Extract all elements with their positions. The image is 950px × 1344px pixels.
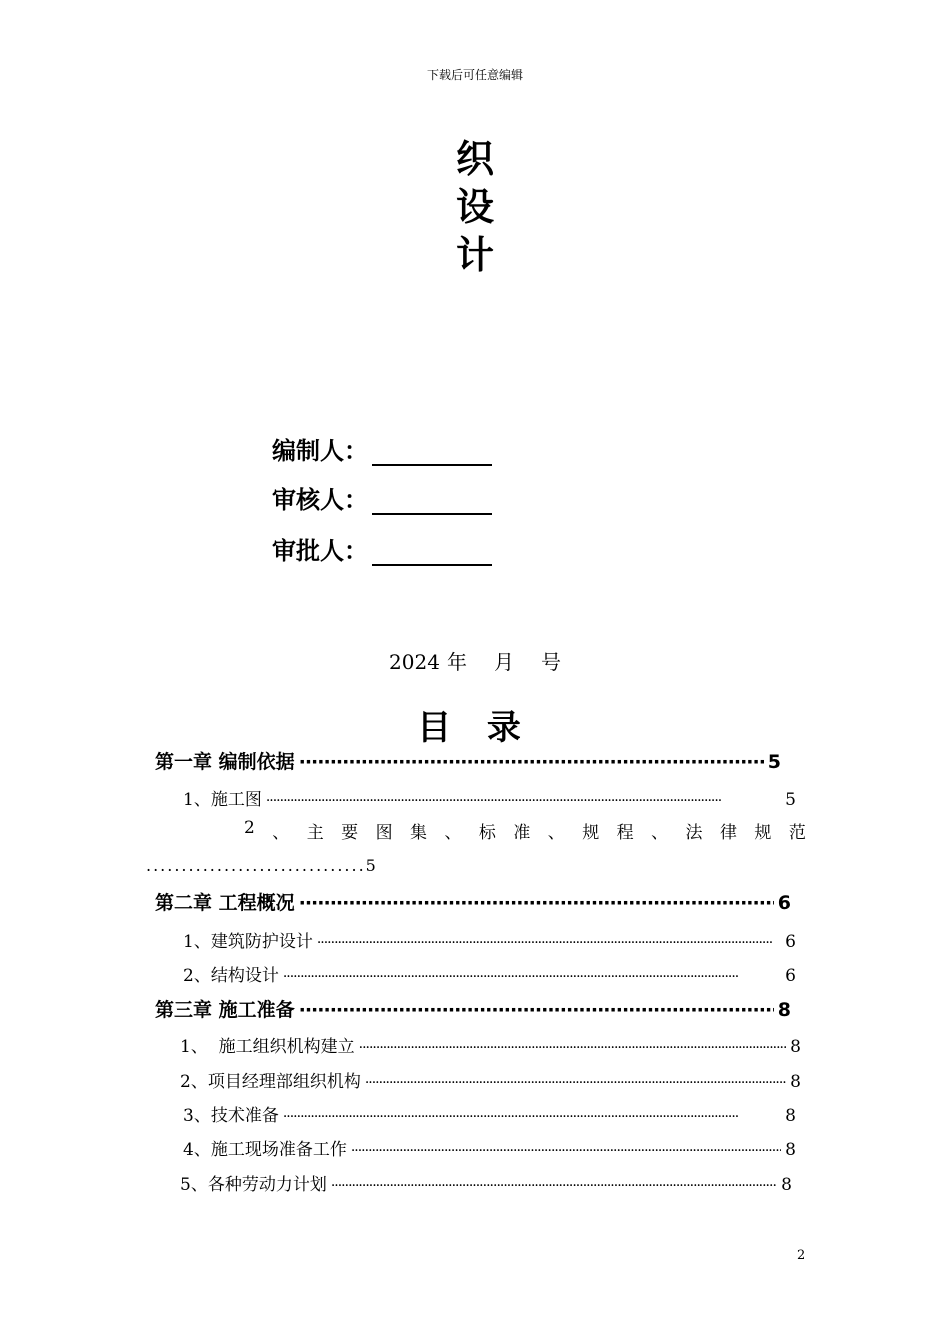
toc-page: 6 (785, 932, 796, 952)
toc-char: 、 (547, 823, 565, 843)
signature-reviewer (272, 481, 492, 515)
toc-leader-dots (299, 892, 774, 914)
toc-leader-dots (283, 969, 781, 985)
toc-char: 范 (788, 823, 806, 843)
toc-page: 8 (781, 1175, 792, 1195)
toc-chapter-3[interactable] (155, 995, 791, 1022)
toc-label: 1、施工图 (183, 790, 262, 810)
toc-item[interactable] (183, 785, 796, 810)
signature-blank (372, 485, 492, 515)
toc-char: 2 (244, 818, 255, 838)
signature-label: 审核人： (272, 486, 368, 514)
toc-page: 8 (790, 1037, 801, 1057)
toc-leader-dots (359, 1040, 787, 1056)
toc-chapter-1[interactable] (155, 747, 781, 774)
signature-blank (372, 436, 492, 466)
header-note: 下载后可任意编辑 (426, 68, 523, 82)
toc-page: 6 (785, 966, 796, 986)
date-year: 2024 (389, 650, 440, 674)
toc-item-spread[interactable] (244, 818, 806, 843)
toc-page: 5 (365, 856, 378, 875)
toc-page: 6 (777, 892, 791, 914)
toc-char: 要 (341, 823, 359, 843)
toc-char: 、 (651, 823, 669, 843)
signature-approver (272, 532, 492, 566)
toc-char: 规 (582, 823, 600, 843)
toc-item-continuation[interactable] (146, 856, 378, 875)
toc-label: 1、 施工组织机构建立 (180, 1037, 355, 1057)
toc-page: 8 (785, 1140, 796, 1160)
toc-leader-dots (283, 1109, 781, 1125)
toc-leader-dots (299, 751, 764, 773)
toc-page: 5 (785, 790, 796, 810)
title-char-2: 设 (455, 185, 494, 229)
toc-chapter-2[interactable] (155, 888, 791, 915)
toc-char: 集 (410, 823, 428, 843)
toc-page: 8 (785, 1106, 796, 1126)
toc-label: 4、施工现场准备工作 (183, 1140, 347, 1160)
toc-label: 3、技术准备 (183, 1106, 279, 1126)
toc-label: 1、建筑防护设计 (183, 932, 313, 952)
toc-char: 、 (444, 823, 462, 843)
toc-leader-dots (351, 1143, 781, 1159)
toc-item[interactable] (183, 961, 796, 986)
toc-label: 2、项目经理部组织机构 (180, 1072, 361, 1092)
toc-label: 第三章 施工准备 (155, 999, 295, 1021)
toc-char: 法 (685, 823, 703, 843)
toc-leader-dots (299, 999, 774, 1021)
toc-item[interactable] (183, 1135, 796, 1160)
toc-item[interactable] (180, 1032, 801, 1057)
toc-title: 目 录 (417, 708, 533, 748)
toc-item[interactable] (183, 927, 796, 952)
toc-char: 、 (272, 823, 290, 843)
toc-label: 第一章 编制依据 (155, 751, 295, 773)
title-char-3: 计 (455, 233, 494, 277)
signature-compiler (272, 432, 492, 466)
date-month-unit: 月 (493, 650, 514, 674)
toc-item[interactable] (180, 1170, 792, 1195)
toc-page: 5 (767, 751, 781, 773)
date-year-unit: 年 (446, 650, 467, 674)
toc-char: 准 (513, 823, 531, 843)
toc-label: 第二章 工程概况 (155, 892, 295, 914)
toc-leader-dots (266, 793, 781, 809)
title-char-1: 织 (455, 137, 494, 181)
toc-char: 主 (306, 823, 324, 843)
toc-char: 图 (375, 823, 393, 843)
toc-label: 5、各种劳动力计划 (180, 1175, 327, 1195)
toc-char: 标 (478, 823, 496, 843)
signature-label: 审批人： (272, 537, 368, 565)
date-line (0, 646, 950, 675)
signature-blank (372, 536, 492, 566)
signature-label: 编制人： (272, 437, 368, 465)
toc-leader-dots (317, 935, 781, 951)
page-number: 2 (797, 1248, 806, 1263)
toc-item[interactable] (183, 1101, 796, 1126)
toc-item[interactable] (180, 1067, 801, 1092)
toc-label: 2、结构设计 (183, 966, 279, 986)
toc-leader-dots: ............................... (146, 856, 366, 875)
toc-leader-dots (365, 1075, 786, 1091)
toc-leader-dots (331, 1178, 777, 1194)
toc-char: 律 (719, 823, 737, 843)
toc-char: 程 (616, 823, 634, 843)
toc-page: 8 (777, 999, 791, 1021)
date-day-unit: 号 (540, 650, 561, 674)
toc-char: 规 (754, 823, 772, 843)
toc-page: 8 (790, 1072, 801, 1092)
